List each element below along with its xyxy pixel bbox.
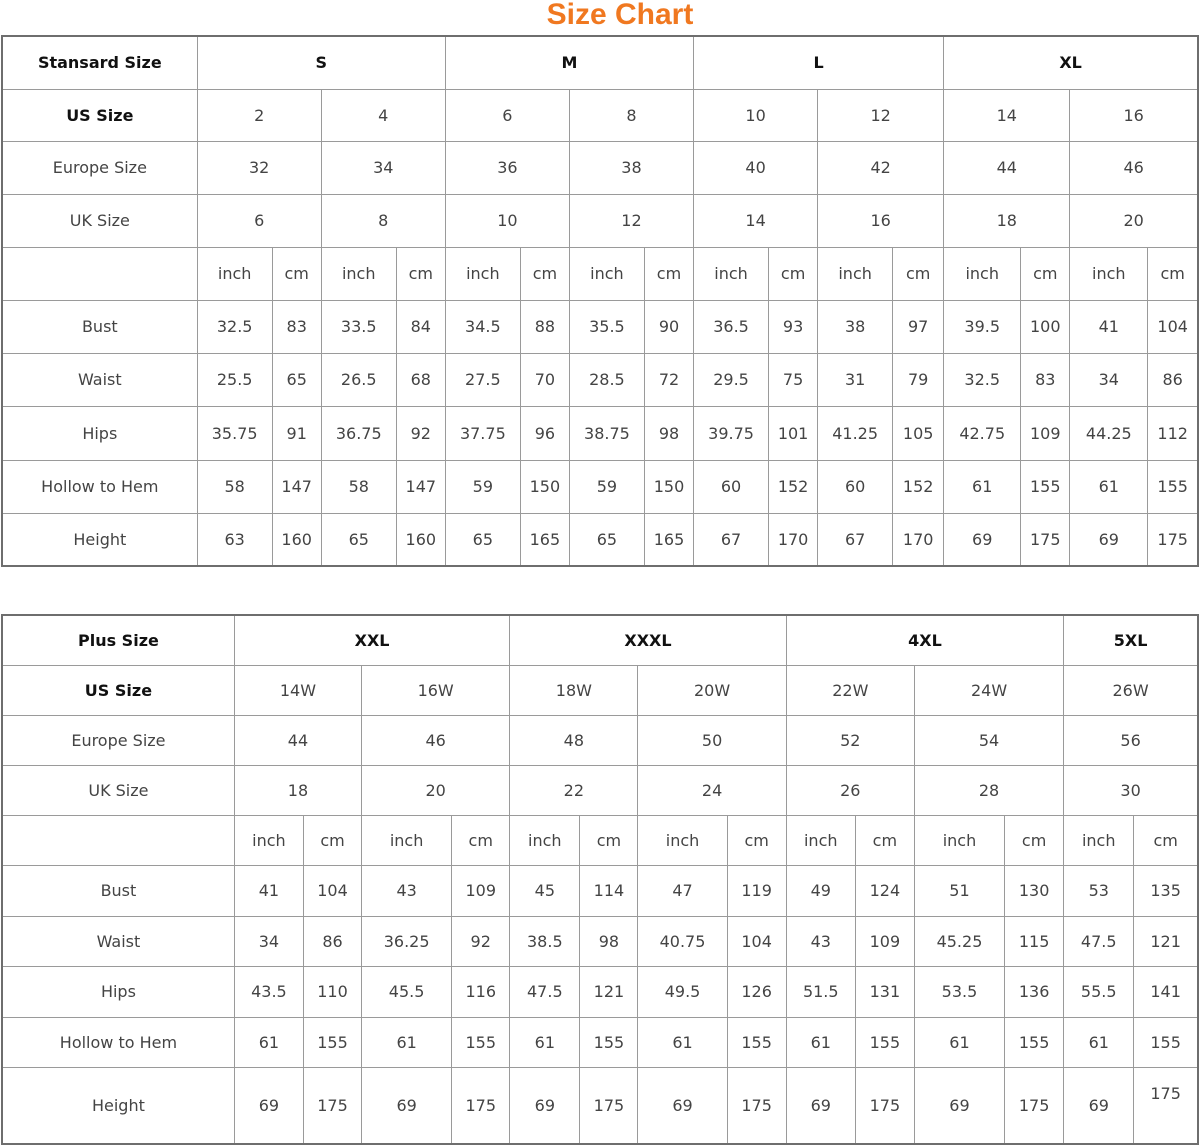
measurement-value: 135 bbox=[1134, 865, 1198, 916]
measurement-value: 44.25 bbox=[1070, 406, 1148, 460]
europe-size-row-label: Europe Size bbox=[2, 141, 197, 194]
measurement-value: 91 bbox=[272, 406, 321, 460]
uk-size-row-label: UK Size bbox=[2, 765, 234, 815]
measurement-value: 121 bbox=[1134, 916, 1198, 966]
uk-size-row-cell: 14 bbox=[694, 194, 818, 247]
uk-size-row-cell: 8 bbox=[321, 194, 445, 247]
unit-inch: inch bbox=[638, 815, 727, 865]
size-group-xxxl: XXXL bbox=[510, 615, 786, 665]
us-size-row-cell: 14 bbox=[944, 89, 1070, 141]
unit-cm: cm bbox=[396, 247, 445, 300]
measurement-value: 47 bbox=[638, 865, 727, 916]
measurement-value: 155 bbox=[452, 1017, 510, 1067]
measurement-value: 58 bbox=[321, 460, 396, 513]
us-size-row-cell: 20W bbox=[638, 665, 786, 715]
unit-cm: cm bbox=[893, 247, 944, 300]
us-size-row-label: US Size bbox=[2, 665, 234, 715]
measurement-value: 33.5 bbox=[321, 300, 396, 353]
measurement-value: 170 bbox=[769, 513, 818, 566]
measurement-value: 93 bbox=[769, 300, 818, 353]
measurement-value: 38.5 bbox=[510, 916, 580, 966]
measurement-value: 110 bbox=[303, 966, 361, 1017]
measurement-value: 67 bbox=[694, 513, 769, 566]
measurement-value: 26.5 bbox=[321, 353, 396, 406]
measurement-value: 61 bbox=[1064, 1017, 1134, 1067]
measurement-value: 98 bbox=[580, 916, 638, 966]
size-group-4xl: 4XL bbox=[786, 615, 1063, 665]
measurement-value: 61 bbox=[362, 1017, 452, 1067]
measurement-value: 155 bbox=[1005, 1017, 1064, 1067]
unit-inch: inch bbox=[786, 815, 855, 865]
measurement-value: 59 bbox=[445, 460, 520, 513]
measurement-row bbox=[2, 513, 1198, 566]
measurement-value: 61 bbox=[786, 1017, 855, 1067]
measurement-value: 152 bbox=[893, 460, 944, 513]
measurement-value: 119 bbox=[727, 865, 786, 916]
us-size-row-cell: 18W bbox=[510, 665, 638, 715]
us-size-row-cell: 26W bbox=[1064, 665, 1198, 715]
measurement-label: Hollow to Hem bbox=[2, 460, 197, 513]
measurement-value: 84 bbox=[396, 300, 445, 353]
measurement-value: 155 bbox=[855, 1017, 914, 1067]
measurement-value: 101 bbox=[769, 406, 818, 460]
measurement-value: 43 bbox=[362, 865, 452, 916]
unit-cm: cm bbox=[1148, 247, 1198, 300]
unit-cm: cm bbox=[452, 815, 510, 865]
measurement-label: Waist bbox=[2, 916, 234, 966]
measurement-value: 86 bbox=[1148, 353, 1198, 406]
measurement-value: 39.5 bbox=[944, 300, 1021, 353]
us-size-row-cell: 2 bbox=[197, 89, 321, 141]
unit-cm: cm bbox=[1134, 815, 1198, 865]
measurement-value: 175 bbox=[303, 1067, 361, 1144]
measurement-value: 61 bbox=[914, 1017, 1004, 1067]
measurement-value: 155 bbox=[727, 1017, 786, 1067]
measurement-value: 39.75 bbox=[694, 406, 769, 460]
measurement-value: 59 bbox=[569, 460, 644, 513]
measurement-value: 72 bbox=[644, 353, 693, 406]
uk-size-row-cell: 20 bbox=[1070, 194, 1198, 247]
us-size-row-cell: 14W bbox=[234, 665, 361, 715]
europe-size-row-cell: 52 bbox=[786, 715, 914, 765]
measurement-value: 175 bbox=[855, 1067, 914, 1144]
measurement-value: 60 bbox=[818, 460, 893, 513]
measurement-value: 38 bbox=[818, 300, 893, 353]
europe-size-row-cell: 46 bbox=[1070, 141, 1198, 194]
measurement-value: 43 bbox=[786, 916, 855, 966]
measurement-value: 69 bbox=[234, 1067, 303, 1144]
uk-size-row bbox=[2, 194, 1198, 247]
measurement-value: 45.25 bbox=[914, 916, 1004, 966]
unit-cm: cm bbox=[520, 247, 569, 300]
measurement-value: 104 bbox=[727, 916, 786, 966]
us-size-row bbox=[2, 89, 1198, 141]
measurement-value: 65 bbox=[321, 513, 396, 566]
measurement-value: 31 bbox=[818, 353, 893, 406]
measurement-value: 83 bbox=[272, 300, 321, 353]
measurement-label: Height bbox=[2, 1067, 234, 1144]
measurement-value: 130 bbox=[1005, 865, 1064, 916]
measurement-value: 29.5 bbox=[694, 353, 769, 406]
measurement-value: 36.75 bbox=[321, 406, 396, 460]
measurement-value: 155 bbox=[580, 1017, 638, 1067]
unit-cm: cm bbox=[1005, 815, 1064, 865]
measurement-value: 69 bbox=[510, 1067, 580, 1144]
measurement-value: 69 bbox=[362, 1067, 452, 1144]
unit-inch: inch bbox=[1064, 815, 1134, 865]
measurement-value: 136 bbox=[1005, 966, 1064, 1017]
measurement-label: Height bbox=[2, 513, 197, 566]
measurement-value: 51.5 bbox=[786, 966, 855, 1017]
measurement-value: 88 bbox=[520, 300, 569, 353]
measurement-value: 175 bbox=[727, 1067, 786, 1144]
us-size-row-cell: 8 bbox=[569, 89, 693, 141]
measurement-value: 61 bbox=[944, 460, 1021, 513]
measurement-value: 155 bbox=[1021, 460, 1070, 513]
uk-size-row-cell: 18 bbox=[944, 194, 1070, 247]
measurement-value: 60 bbox=[694, 460, 769, 513]
uk-size-row-cell: 10 bbox=[445, 194, 569, 247]
unit-cm: cm bbox=[727, 815, 786, 865]
measurement-value: 45.5 bbox=[362, 966, 452, 1017]
measurement-value: 115 bbox=[1005, 916, 1064, 966]
measurement-value: 98 bbox=[644, 406, 693, 460]
units-row-blank bbox=[2, 815, 234, 865]
europe-size-row-cell: 36 bbox=[445, 141, 569, 194]
measurement-value: 165 bbox=[644, 513, 693, 566]
measurement-value: 97 bbox=[893, 300, 944, 353]
uk-size-row-cell: 6 bbox=[197, 194, 321, 247]
measurement-value: 65 bbox=[272, 353, 321, 406]
measurement-value: 69 bbox=[944, 513, 1021, 566]
measurement-value: 100 bbox=[1021, 300, 1070, 353]
europe-size-row-cell: 32 bbox=[197, 141, 321, 194]
plus-size-table bbox=[1, 614, 1199, 1145]
measurement-value: 37.75 bbox=[445, 406, 520, 460]
measurement-value: 109 bbox=[452, 865, 510, 916]
measurement-value: 175 bbox=[1021, 513, 1070, 566]
measurement-value: 53.5 bbox=[914, 966, 1004, 1017]
us-size-row-cell: 16 bbox=[1070, 89, 1198, 141]
europe-size-row-cell: 34 bbox=[321, 141, 445, 194]
unit-inch: inch bbox=[510, 815, 580, 865]
us-size-row-cell: 12 bbox=[818, 89, 944, 141]
measurement-value: 131 bbox=[855, 966, 914, 1017]
measurement-value: 155 bbox=[1148, 460, 1198, 513]
measurement-value: 45 bbox=[510, 865, 580, 916]
europe-size-row-cell: 50 bbox=[638, 715, 786, 765]
units-row bbox=[2, 247, 1198, 300]
measurement-value: 170 bbox=[893, 513, 944, 566]
measurement-value: 124 bbox=[855, 865, 914, 916]
us-size-row-cell: 6 bbox=[445, 89, 569, 141]
measurement-value: 86 bbox=[303, 916, 361, 966]
size-group-row bbox=[2, 615, 1198, 665]
us-size-row-cell: 10 bbox=[694, 89, 818, 141]
measurement-value: 69 bbox=[914, 1067, 1004, 1144]
measurement-row bbox=[2, 460, 1198, 513]
unit-inch: inch bbox=[234, 815, 303, 865]
measurement-value: 27.5 bbox=[445, 353, 520, 406]
europe-size-row-cell: 42 bbox=[818, 141, 944, 194]
europe-size-row-cell: 38 bbox=[569, 141, 693, 194]
unit-inch: inch bbox=[362, 815, 452, 865]
measurement-value: 69 bbox=[1070, 513, 1148, 566]
size-group-row bbox=[2, 36, 1198, 89]
measurement-value: 70 bbox=[520, 353, 569, 406]
units-row bbox=[2, 815, 1198, 865]
measurement-value: 160 bbox=[396, 513, 445, 566]
us-size-row bbox=[2, 665, 1198, 715]
measurement-value: 147 bbox=[396, 460, 445, 513]
measurement-value: 141 bbox=[1134, 966, 1198, 1017]
uk-size-row-cell: 28 bbox=[914, 765, 1063, 815]
measurement-value: 53 bbox=[1064, 865, 1134, 916]
measurement-row bbox=[2, 1017, 1198, 1067]
measurement-value: 67 bbox=[818, 513, 893, 566]
measurement-value: 68 bbox=[396, 353, 445, 406]
europe-size-row-cell: 46 bbox=[362, 715, 510, 765]
measurement-value: 69 bbox=[638, 1067, 727, 1144]
measurement-value: 65 bbox=[445, 513, 520, 566]
measurement-value: 109 bbox=[1021, 406, 1070, 460]
europe-size-row-cell: 44 bbox=[944, 141, 1070, 194]
measurement-value: 61 bbox=[234, 1017, 303, 1067]
europe-size-row-label: Europe Size bbox=[2, 715, 234, 765]
unit-cm: cm bbox=[855, 815, 914, 865]
measurement-value: 69 bbox=[786, 1067, 855, 1144]
size-group-xxl: XXL bbox=[234, 615, 509, 665]
measurement-value: 41 bbox=[234, 865, 303, 916]
measurement-value: 114 bbox=[580, 865, 638, 916]
measurement-row bbox=[2, 1067, 1198, 1144]
measurement-value: 155 bbox=[1134, 1017, 1198, 1067]
measurement-value: 61 bbox=[638, 1017, 727, 1067]
uk-size-row-cell: 22 bbox=[510, 765, 638, 815]
measurement-label: Bust bbox=[2, 300, 197, 353]
measurement-value: 32.5 bbox=[197, 300, 272, 353]
measurement-value: 92 bbox=[396, 406, 445, 460]
uk-size-row-cell: 18 bbox=[234, 765, 361, 815]
europe-size-row-cell: 48 bbox=[510, 715, 638, 765]
europe-size-row-cell: 40 bbox=[694, 141, 818, 194]
standard-size-table bbox=[1, 35, 1199, 567]
measurement-value-text: 175 bbox=[1150, 1083, 1181, 1103]
us-size-row-label: US Size bbox=[2, 89, 197, 141]
measurement-value: 25.5 bbox=[197, 353, 272, 406]
measurement-value: 90 bbox=[644, 300, 693, 353]
europe-size-row-cell: 44 bbox=[234, 715, 361, 765]
europe-size-row bbox=[2, 715, 1198, 765]
unit-inch: inch bbox=[1070, 247, 1148, 300]
measurement-row bbox=[2, 916, 1198, 966]
unit-inch: inch bbox=[197, 247, 272, 300]
unit-cm: cm bbox=[580, 815, 638, 865]
us-size-row-cell: 4 bbox=[321, 89, 445, 141]
measurement-row bbox=[2, 300, 1198, 353]
uk-size-row bbox=[2, 765, 1198, 815]
measurement-value: 61 bbox=[510, 1017, 580, 1067]
measurement-row bbox=[2, 865, 1198, 916]
measurement-value: 79 bbox=[893, 353, 944, 406]
unit-inch: inch bbox=[694, 247, 769, 300]
measurement-label: Bust bbox=[2, 865, 234, 916]
table-header-label: Stansard Size bbox=[2, 36, 197, 89]
unit-inch: inch bbox=[914, 815, 1004, 865]
unit-inch: inch bbox=[569, 247, 644, 300]
measurement-value: 150 bbox=[644, 460, 693, 513]
measurement-value: 51 bbox=[914, 865, 1004, 916]
measurement-row bbox=[2, 966, 1198, 1017]
unit-cm: cm bbox=[303, 815, 361, 865]
uk-size-row-cell: 30 bbox=[1064, 765, 1198, 815]
measurement-value: 155 bbox=[303, 1017, 361, 1067]
unit-inch: inch bbox=[445, 247, 520, 300]
measurement-value: 96 bbox=[520, 406, 569, 460]
measurement-value: 35.5 bbox=[569, 300, 644, 353]
europe-size-row-cell: 54 bbox=[914, 715, 1063, 765]
measurement-value: 112 bbox=[1148, 406, 1198, 460]
table-header-label: Plus Size bbox=[2, 615, 234, 665]
uk-size-row-cell: 26 bbox=[786, 765, 914, 815]
measurement-value: 49 bbox=[786, 865, 855, 916]
measurement-value: 116 bbox=[452, 966, 510, 1017]
uk-size-row-cell: 16 bbox=[818, 194, 944, 247]
measurement-value: 175 bbox=[1005, 1067, 1064, 1144]
measurement-label: Hollow to Hem bbox=[2, 1017, 234, 1067]
measurement-value: 35.75 bbox=[197, 406, 272, 460]
unit-inch: inch bbox=[944, 247, 1021, 300]
measurement-value: 69 bbox=[1064, 1067, 1134, 1144]
measurement-value: 175 bbox=[452, 1067, 510, 1144]
measurement-value: 61 bbox=[1070, 460, 1148, 513]
measurement-value: 63 bbox=[197, 513, 272, 566]
us-size-row-cell: 22W bbox=[786, 665, 914, 715]
unit-inch: inch bbox=[818, 247, 893, 300]
unit-cm: cm bbox=[272, 247, 321, 300]
measurement-row bbox=[2, 353, 1198, 406]
size-group-5xl: 5XL bbox=[1064, 615, 1198, 665]
measurement-value: 47.5 bbox=[510, 966, 580, 1017]
europe-size-row bbox=[2, 141, 1198, 194]
units-row-blank bbox=[2, 247, 197, 300]
measurement-value: 36.25 bbox=[362, 916, 452, 966]
size-group-m: M bbox=[445, 36, 693, 89]
measurement-value: 65 bbox=[569, 513, 644, 566]
measurement-value: 43.5 bbox=[234, 966, 303, 1017]
measurement-label: Hips bbox=[2, 966, 234, 1017]
size-group-xl: XL bbox=[944, 36, 1198, 89]
measurement-value: 41.25 bbox=[818, 406, 893, 460]
uk-size-row-cell: 20 bbox=[362, 765, 510, 815]
measurement-value: 104 bbox=[1148, 300, 1198, 353]
measurement-value: 121 bbox=[580, 966, 638, 1017]
unit-inch: inch bbox=[321, 247, 396, 300]
measurement-value: 47.5 bbox=[1064, 916, 1134, 966]
measurement-label: Hips bbox=[2, 406, 197, 460]
uk-size-row-cell: 12 bbox=[569, 194, 693, 247]
measurement-value: 126 bbox=[727, 966, 786, 1017]
measurement-row bbox=[2, 406, 1198, 460]
uk-size-row-label: UK Size bbox=[2, 194, 197, 247]
measurement-value: 75 bbox=[769, 353, 818, 406]
measurement-value: 58 bbox=[197, 460, 272, 513]
us-size-row-cell: 24W bbox=[914, 665, 1063, 715]
measurement-value: 40.75 bbox=[638, 916, 727, 966]
measurement-value: 49.5 bbox=[638, 966, 727, 1017]
measurement-value: 55.5 bbox=[1064, 966, 1134, 1017]
measurement-value: 34.5 bbox=[445, 300, 520, 353]
measurement-value: 104 bbox=[303, 865, 361, 916]
measurement-value: 175 bbox=[1148, 513, 1198, 566]
size-group-l: L bbox=[694, 36, 944, 89]
measurement-value: 150 bbox=[520, 460, 569, 513]
europe-size-row-cell: 56 bbox=[1064, 715, 1198, 765]
measurement-value: 152 bbox=[769, 460, 818, 513]
uk-size-row-cell: 24 bbox=[638, 765, 786, 815]
us-size-row-cell: 16W bbox=[362, 665, 510, 715]
measurement-value: 34 bbox=[234, 916, 303, 966]
measurement-value: 165 bbox=[520, 513, 569, 566]
measurement-value: 147 bbox=[272, 460, 321, 513]
measurement-label: Waist bbox=[2, 353, 197, 406]
measurement-value: 32.5 bbox=[944, 353, 1021, 406]
measurement-value: 34 bbox=[1070, 353, 1148, 406]
measurement-value: 92 bbox=[452, 916, 510, 966]
unit-cm: cm bbox=[1021, 247, 1070, 300]
measurement-value: 41 bbox=[1070, 300, 1148, 353]
measurement-value: 175 bbox=[580, 1067, 638, 1144]
measurement-value: 109 bbox=[855, 916, 914, 966]
measurement-value bbox=[1134, 1067, 1198, 1144]
measurement-value: 83 bbox=[1021, 353, 1070, 406]
measurement-value: 28.5 bbox=[569, 353, 644, 406]
size-group-s: S bbox=[197, 36, 445, 89]
measurement-value: 105 bbox=[893, 406, 944, 460]
unit-cm: cm bbox=[644, 247, 693, 300]
measurement-value: 38.75 bbox=[569, 406, 644, 460]
page-title: Size Chart bbox=[546, 0, 694, 31]
measurement-value: 36.5 bbox=[694, 300, 769, 353]
measurement-value: 160 bbox=[272, 513, 321, 566]
measurement-value: 42.75 bbox=[944, 406, 1021, 460]
unit-cm: cm bbox=[769, 247, 818, 300]
